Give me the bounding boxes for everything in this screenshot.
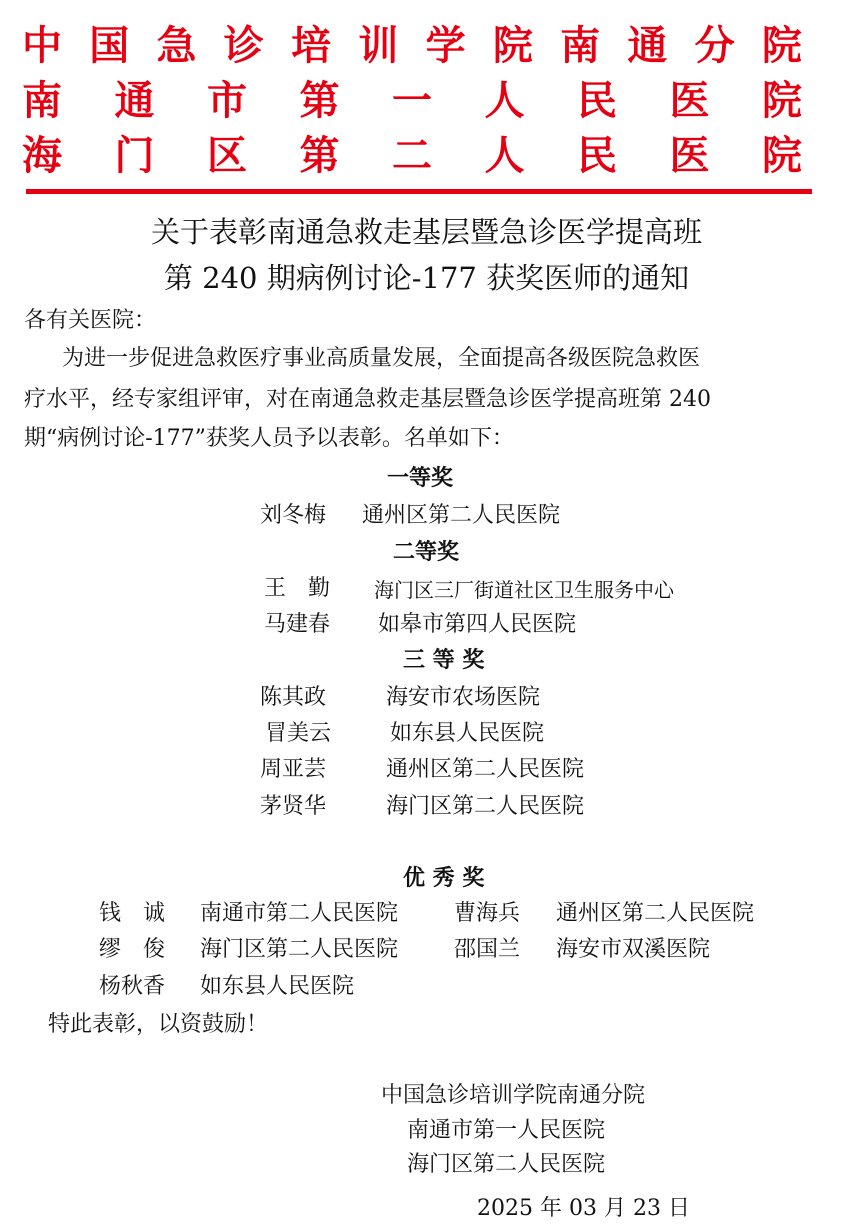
winner-hospital: 通州区第二人民医院 [362, 503, 561, 528]
header-char: 第 [299, 133, 340, 179]
paragraph-line-2: 疗水平，经专家组评审，对在南通急救走基层暨急诊医学提高班第 240 [24, 387, 711, 412]
winner-name: 冒美云 [265, 721, 332, 746]
header-char: 国 [89, 23, 130, 69]
excellence-prize-heading: 优 秀 奖 [403, 866, 485, 891]
header-char: 通 [627, 23, 668, 69]
header-char: 学 [425, 23, 466, 69]
winner-hospital: 海安市农场医院 [386, 685, 541, 710]
header-char: 医 [669, 133, 710, 179]
notice-title-line-2: 第 240 期病例讨论-177 获奖医师的通知 [163, 261, 690, 295]
header-line-1 [22, 22, 802, 70]
signature-date: 2025 年 03 月 23 日 [477, 1196, 690, 1221]
winner-hospital: 海门区第二人民医院 [200, 937, 399, 962]
header-char: 人 [484, 133, 525, 179]
header-char: 院 [762, 133, 802, 179]
header-char: 门 [114, 133, 155, 179]
header-char: 分 [694, 23, 735, 69]
header-char: 民 [577, 78, 617, 124]
header-char: 院 [761, 23, 802, 69]
signature-org-3: 海门区第二人民医院 [407, 1152, 606, 1177]
header-line-2 [22, 77, 802, 125]
winner-name: 马建春 [264, 612, 331, 637]
header-char: 医 [669, 78, 710, 124]
header-char: 二 [392, 133, 432, 179]
header-char: 院 [762, 78, 802, 124]
winner-name: 茅贤华 [260, 794, 327, 819]
winner-hospital: 如皋市第四人民医院 [378, 612, 577, 637]
winner-hospital: 海门区第二人民医院 [386, 794, 585, 819]
winner-hospital: 海门区三厂街道社区卫生服务中心 [374, 578, 674, 602]
winner-name: 陈其政 [260, 685, 327, 710]
signature-org-2: 南通市第一人民医院 [407, 1118, 606, 1143]
winner-name: 王 勤 [264, 576, 331, 601]
winner-name: 曹海兵 [454, 901, 521, 926]
header-char: 南 [22, 78, 62, 124]
winner-hospital: 南通市第二人民医院 [200, 901, 399, 926]
paragraph-line-1: 为进一步促进急救医疗事业高质量发展，全面提高各级医院急救医 [62, 346, 701, 371]
winner-hospital: 如东县人民医院 [390, 721, 545, 746]
first-prize-heading: 一等奖 [387, 466, 454, 491]
notice-title-line-1: 关于表彰南通急救走基层暨急诊医学提高班 [150, 215, 702, 249]
second-prize-heading: 二等奖 [393, 540, 460, 565]
header-line-3 [22, 132, 802, 180]
header-char: 市 [207, 78, 247, 124]
header-char: 中 [22, 23, 62, 69]
header-char: 人 [484, 78, 525, 124]
header-char: 通 [114, 78, 155, 124]
header-char: 培 [291, 23, 332, 69]
header-char: 急 [156, 23, 197, 69]
winner-name: 缪 俊 [99, 937, 166, 962]
header-char: 区 [207, 133, 247, 179]
winner-hospital: 通州区第二人民医院 [556, 901, 755, 926]
winner-name: 邵国兰 [454, 937, 521, 962]
signature-org-1: 中国急诊培训学院南通分院 [381, 1083, 646, 1108]
closing-remark: 特此表彰，以资鼓励！ [48, 1012, 269, 1037]
winner-hospital: 如东县人民医院 [200, 974, 355, 999]
winner-name: 周亚芸 [260, 757, 327, 782]
header-char: 院 [492, 23, 533, 69]
winner-name: 杨秋香 [99, 974, 166, 999]
salutation: 各有关医院： [24, 308, 157, 333]
header-char: 一 [392, 78, 432, 124]
header-char: 南 [560, 23, 601, 69]
header-char: 第 [299, 78, 340, 124]
header-char: 海 [22, 133, 62, 179]
header-char: 诊 [223, 23, 264, 69]
winner-hospital: 海安市双溪医院 [556, 937, 711, 962]
header-char: 训 [358, 23, 399, 69]
paragraph-line-3: 期“病例讨论-177”获奖人员予以表彰。名单如下： [24, 426, 514, 451]
header-divider [26, 189, 812, 194]
winner-hospital: 通州区第二人民医院 [386, 757, 585, 782]
winner-name: 刘冬梅 [260, 503, 327, 528]
third-prize-heading: 三 等 奖 [403, 648, 485, 673]
winner-name: 钱 诚 [99, 901, 166, 926]
header-char: 民 [577, 133, 617, 179]
